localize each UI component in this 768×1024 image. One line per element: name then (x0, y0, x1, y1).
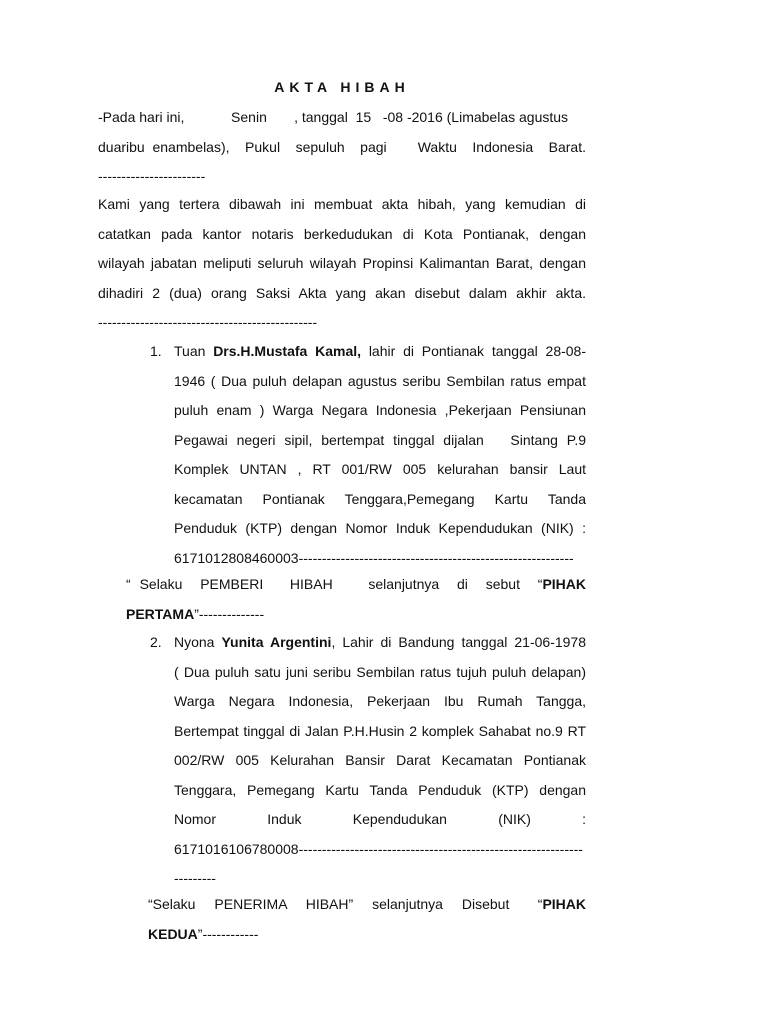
party-1-line-4: Pegawai negeri sipil, bertempat tinggal dijalan Sintang P.9 (174, 431, 586, 448)
role-2-line-2 (148, 920, 586, 950)
party-2-nik: 6171016106780008------------------------------------------------------------- (174, 840, 583, 857)
party-2-prefix: Nyona (174, 634, 222, 650)
intro-paragraph (98, 190, 586, 338)
intro-line-2: catatkan pada kantor notaris berkedudukan di Kota Pontianak, dengan (98, 225, 586, 242)
party-1-line-1-rest: lahir di Pontianak tanggal 28-08- (361, 343, 587, 359)
party-2-line-6: Tenggara, Pemegang Kartu Tanda Penduduk (KTP) dengan (174, 781, 586, 798)
party-1-line-5: Komplek UNTAN , RT 001/RW 005 kelurahan bansir Laut (174, 461, 586, 477)
role-2-bold-2: KEDUA (148, 925, 198, 942)
party-2-line-5: 002/RW 005 Kelurahan Bansir Darat Kecamatan Pontianak (174, 752, 586, 768)
party-2-line-3: Warga Negara Indonesia, Pekerjaan Ibu Rumah Tangga, (174, 693, 586, 709)
role-2-line-1 (148, 890, 586, 920)
opening-line-3: ----------------------- (98, 168, 206, 184)
list-number-1: 1. (150, 343, 162, 359)
party-2-line-4: Bertempat tinggal di Jalan P.H.Husin 2 komplek Sahabat no.9 RT (174, 722, 586, 739)
role-1-tail: ”-------------- (194, 605, 265, 622)
role-2-tail: ”------------ (197, 925, 259, 942)
intro-line-1: Kami yang tertera dibawah ini membuat akta hibah, yang kemudian di (98, 196, 586, 212)
party-1-line-2: 1946 ( Dua puluh delapan agustus seribu Sembilan ratus empat (174, 372, 586, 389)
role-1-lead: “ Selaku PEMBERI HIBAH selanjutnya di sebut “ (126, 576, 543, 592)
document-title: AKTA HIBAH (274, 79, 410, 95)
role-1-bold-1: PIHAK (542, 576, 586, 592)
opening-paragraph (98, 103, 586, 192)
role-1-paragraph (126, 570, 586, 629)
party-1-details (174, 337, 586, 573)
intro-line-3: wilayah jabatan meliputi seluruh wilayah Propinsi Kalimantan Barat, dengan (98, 255, 586, 271)
party-2-details (174, 628, 586, 894)
list-number-2: 2. (150, 634, 162, 650)
party-1-line-1 (174, 337, 586, 367)
party-2-line-1 (174, 628, 586, 658)
role-2-bold-1: PIHAK (542, 896, 586, 912)
party-1-line-6: kecamatan Pontianak Tenggara,Pemegang Kartu Tanda (174, 490, 586, 507)
party-1-line-3: puluh enam ) Warga Negara Indonesia ,Pekerjaan Pensiunan (174, 402, 586, 418)
intro-line-5: ----------------------------------------------- (98, 314, 318, 330)
opening-line-1: -Pada hari ini, Senin , tanggal 15 -08 -2016 (Limabelas agustus (98, 109, 569, 125)
party-1-prefix: Tuan (174, 343, 214, 359)
party-2-line-1-rest: , Lahir di Bandung tanggal 21-06-1978 (331, 634, 587, 650)
intro-line-4: dihadiri 2 (dua) orang Saksi Akta yang akan disebut dalam akhir akta. (98, 284, 586, 301)
party-2-line-7: Nomor Induk Kependudukan (NIK) : (174, 811, 586, 827)
role-1-line-1 (126, 570, 586, 600)
party-1-name: Drs.H.Mustafa Kamal, (213, 343, 362, 359)
party-1-line-7: Penduduk (KTP) dengan Nomor Induk Kependudukan (NIK) : (174, 520, 586, 536)
party-1-nik: 6171012808460003----------------------------------------------------------- (174, 549, 574, 566)
role-2-paragraph (148, 890, 586, 949)
party-2-line-2: ( Dua puluh satu juni seribu Sembilan ratus tujuh puluh delapan) (174, 663, 586, 680)
role-1-bold-2: PERTAMA (126, 605, 195, 622)
opening-line-2: duaribu enambelas), Pukul sepuluh pagi Waktu Indonesia Barat. (98, 138, 586, 155)
role-2-lead: “Selaku PENERIMA HIBAH” selanjutnya Disebut “ (148, 896, 543, 912)
party-2-name: Yunita Argentini (221, 634, 332, 650)
role-1-line-2 (126, 600, 586, 630)
party-2-line-9: --------- (174, 870, 216, 886)
